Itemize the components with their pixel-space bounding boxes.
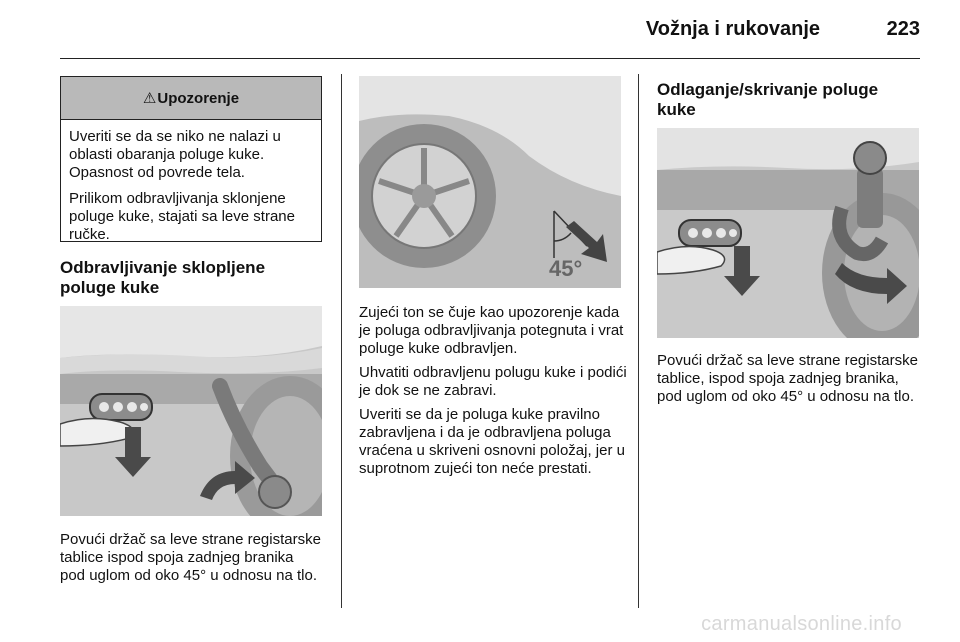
caption-text: Povući držač sa leve strane registarske tablice ispod spoja zadnjeg branika pod uglom od oko 45° u odnosu na tlo.	[60, 531, 321, 584]
warning-body	[61, 120, 321, 244]
page-header-title: Vožnja i rukovanje	[645, 18, 820, 40]
column-divider-right	[638, 74, 639, 608]
figure-unlock-release-handle	[60, 306, 322, 516]
column-divider-left	[341, 74, 342, 608]
warning-header	[61, 77, 321, 120]
caption-text: Povući držač sa leve strane registarske tablice, ispod spoja zadnjeg branika, pod uglom od oko 45° u odnosu na tlo.	[657, 352, 918, 405]
warning-paragraph: Prilikom odbravljivanja sklonjene poluge kuke, stajati sa leve strane ručke.	[69, 190, 295, 243]
warning-title: Upozorenje	[157, 89, 240, 107]
page-number: 223	[886, 18, 920, 40]
paragraph: Uhvatiti odbravljenu polugu kuke i podići je dok se ne zabravi.	[359, 364, 627, 399]
figure-stow-hook	[657, 128, 919, 338]
caption-stow	[657, 352, 919, 412]
column2-text	[359, 304, 629, 484]
figure-45-degree-pull	[359, 76, 621, 288]
warning-box	[60, 76, 322, 242]
angle-label: 45°	[549, 256, 583, 281]
paragraph: Uveriti se da je poluga kuke pravilno zabravljena i da je odbravljena poluga vraćena u skriveni osnovni položaj, jer u suprotnom zujeći ton neće prestati.	[359, 406, 625, 477]
section-heading-stow: Odlaganje/skrivanje poluge kuke	[657, 80, 879, 119]
header-divider	[60, 58, 920, 59]
warning-triangle-icon: ⚠	[142, 90, 157, 107]
warning-paragraph: Uveriti se da se niko ne nalazi u oblasti obaranja poluge kuke. Opasnost od povrede tela.	[69, 128, 281, 181]
paragraph: Zujeći ton se čuje kao upozorenje kada je poluga odbravljivanja potegnuta i vrat poluge kuke odbravljen.	[359, 304, 624, 357]
caption-unlock	[60, 531, 322, 591]
section-heading-unlock: Odbravljivanje sklopljene poluge kuke	[60, 258, 266, 297]
watermark: carmanualsonline.info	[701, 613, 902, 635]
